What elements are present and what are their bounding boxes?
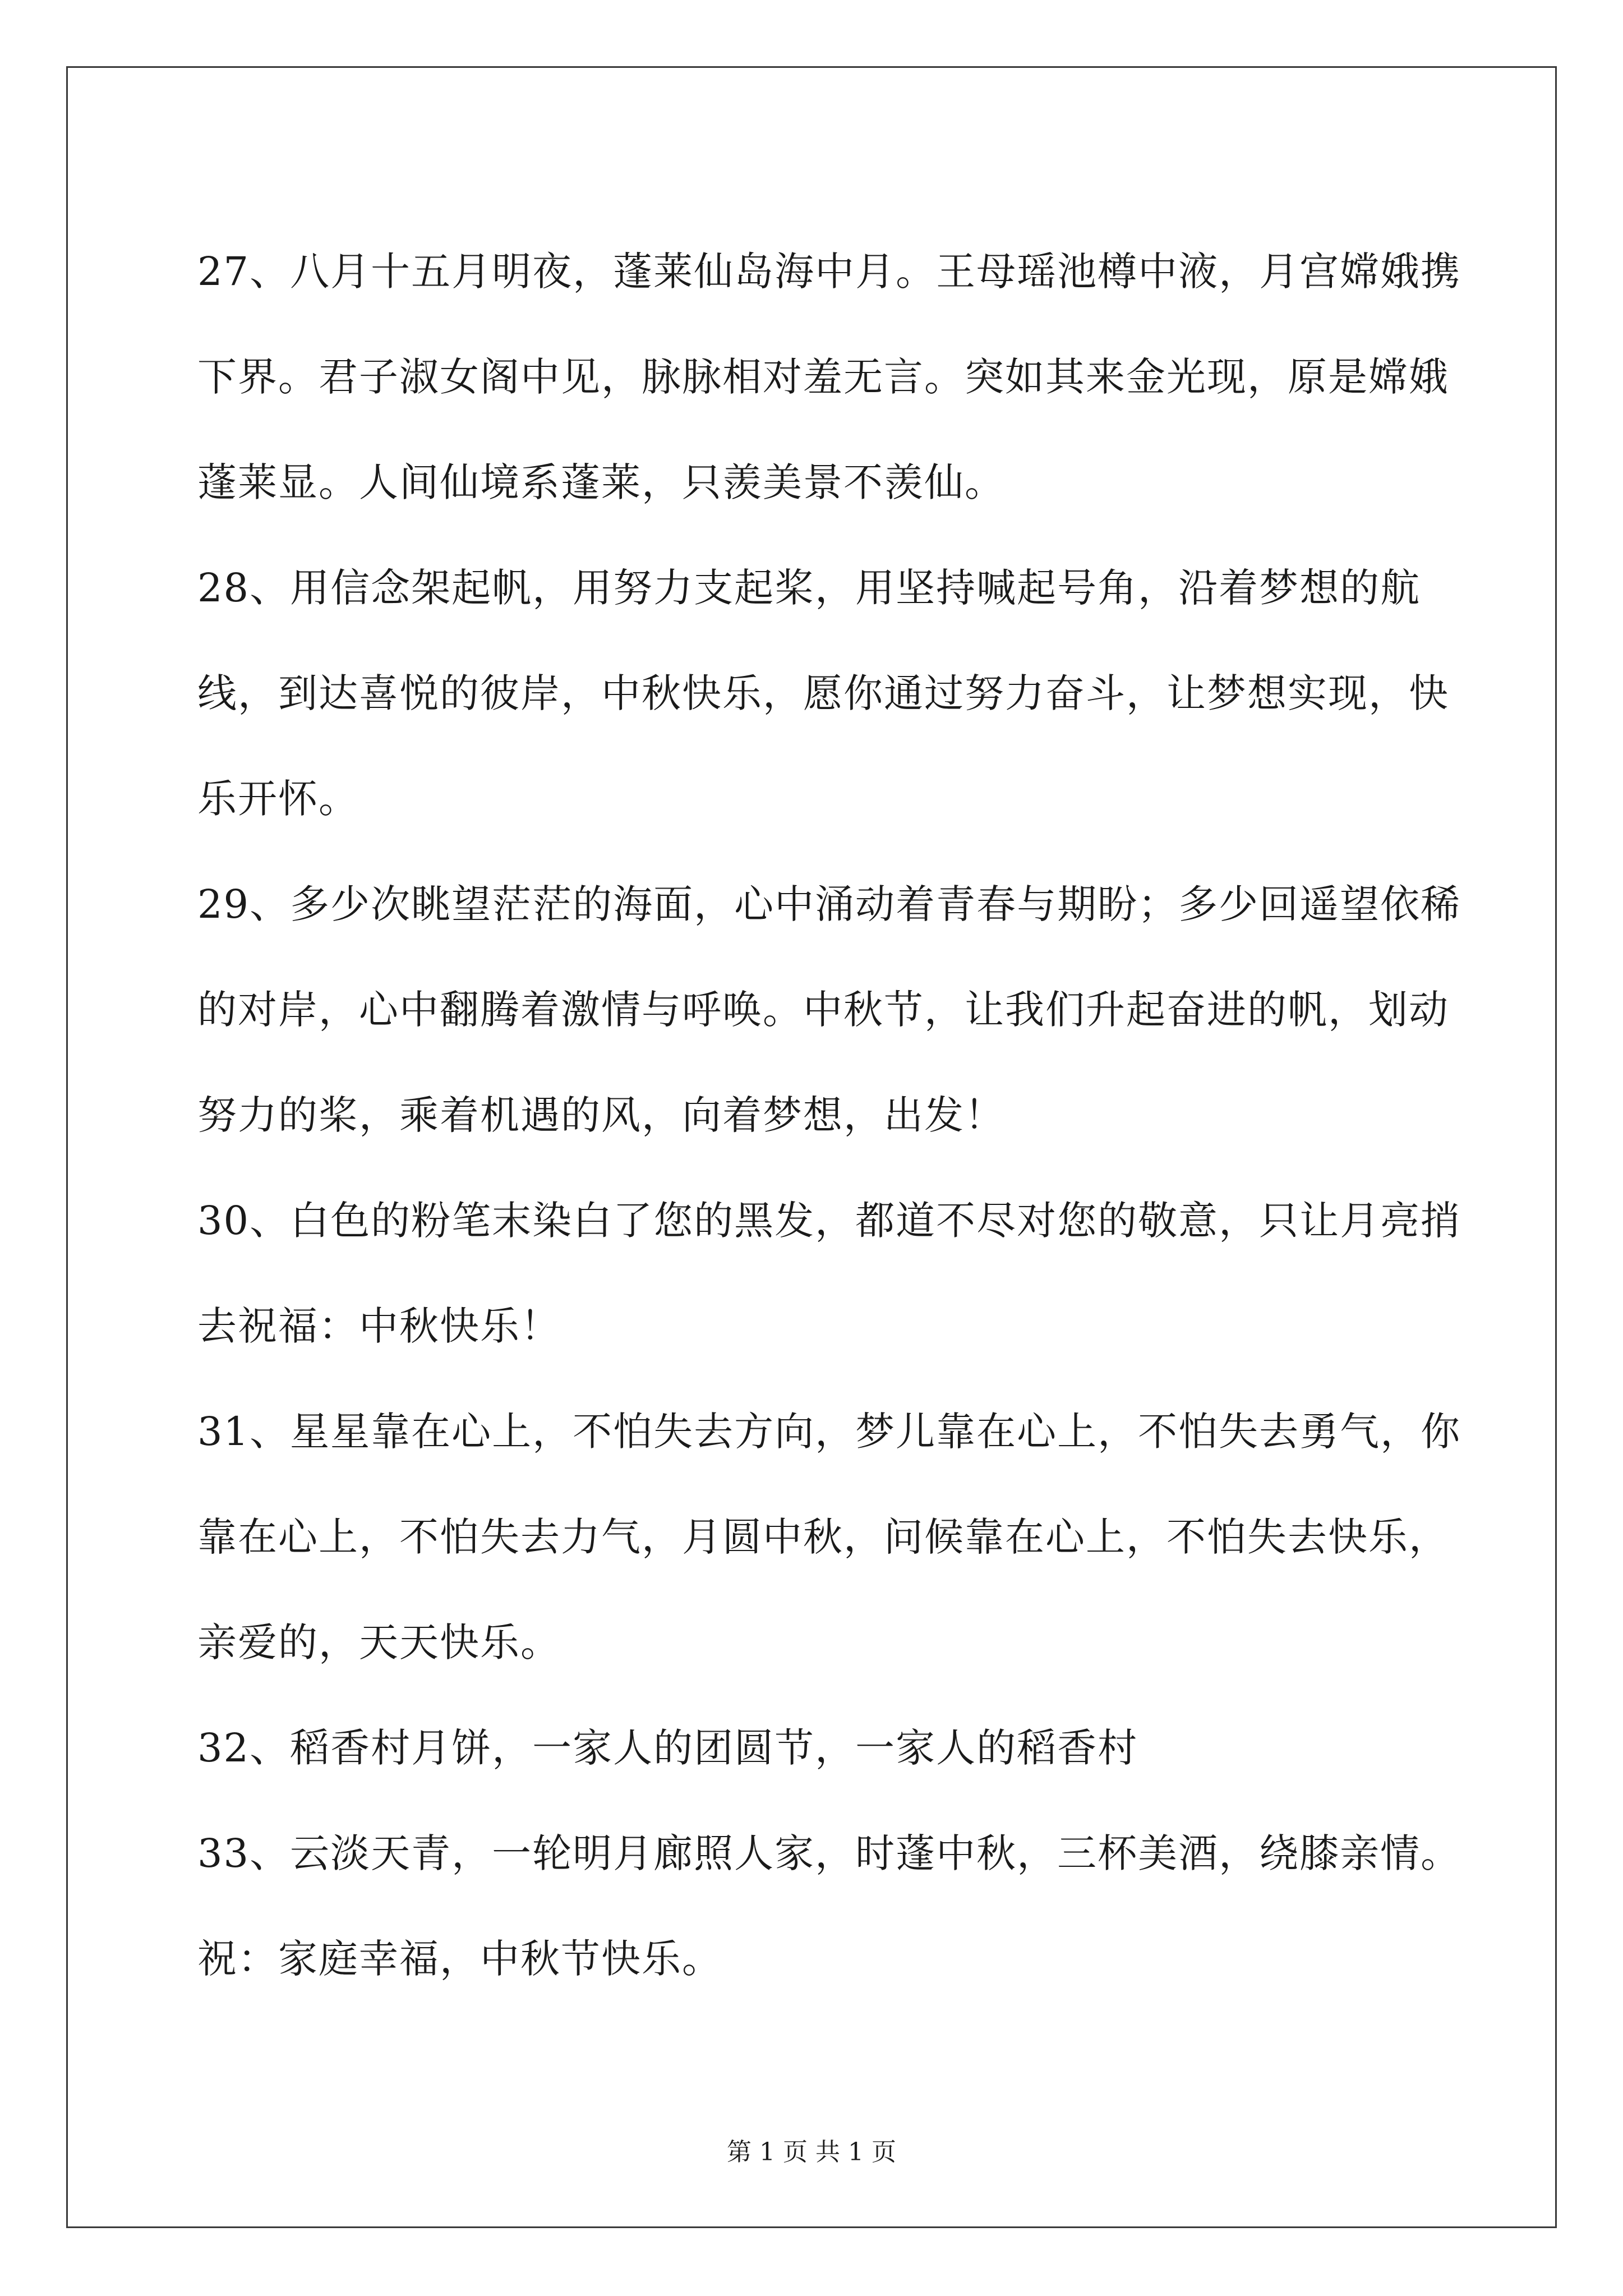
paragraph-28: 28、用信念架起帆，用努力支起桨，用坚持喊起号角，沿着梦想的航线，到达喜悦的彼岸，中秋快乐，愿你通过努力奋斗，让梦想实现，快乐开怀。 [197,565,1449,822]
paragraph-30: 30、白色的粉笔末染白了您的黑发，都道不尽对您的敬意，只让月亮捎去祝福：中秋快乐！ [197,1198,1461,1349]
paragraph-32: 32、稻香村月饼，一家人的团圆节，一家人的稻香村 [197,1725,1138,1771]
page-footer: 第 1 页 共 1 页 [727,2138,896,2166]
paragraph-33: 33、云淡天青，一轮明月廊照人家，时蓬中秋，三杯美酒，绕膝亲情。祝：家庭幸福，中秋节快乐。 [197,1830,1461,1982]
document-body [197,219,1487,2012]
paragraph-31: 31、星星靠在心上，不怕失去方向，梦儿靠在心上，不怕失去勇气，你靠在心上，不怕失去力气，月圆中秋，问候靠在心上，不怕失去快乐，亲爱的，天天快乐。 [197,1409,1461,1665]
paragraph-27: 27、八月十五月明夜，蓬莱仙岛海中月。王母瑶池樽中液，月宫嫦娥携下界。君子淑女阁中见，脉脉相对羞无言。突如其来金光现，原是嫦娥蓬莱显。人间仙境系蓬莱，只羡美景不羡仙。 [197,249,1461,505]
paragraph-29: 29、多少次眺望茫茫的海面，心中涌动着青春与期盼；多少回遥望依稀的对岸，心中翻腾着激情与呼唤。中秋节，让我们升起奋进的帆，划动努力的桨，乘着机遇的风，向着梦想，出发！ [197,881,1461,1138]
